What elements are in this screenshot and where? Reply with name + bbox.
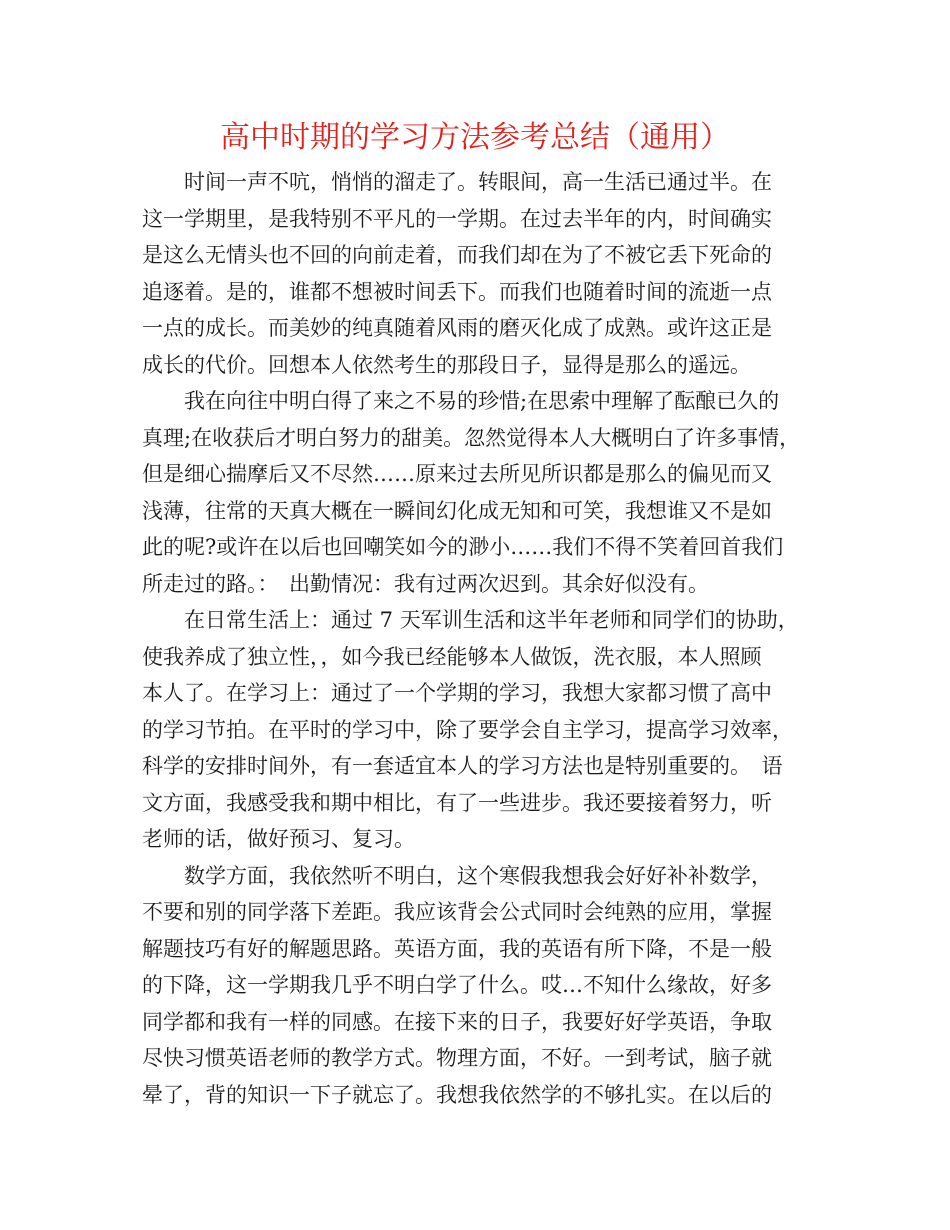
paragraph-4: [142, 858, 812, 1114]
text-line: 科学的安排时间外，有一套适宜本人的学习方法也是特别重要的。 语: [142, 754, 783, 778]
text-line: 的下降，这一学期我几乎不明白学了什么。哎…不知什么缘故，好多: [142, 973, 772, 997]
text-line: 本人了。在学习上：通过了一个学期的学习，我想大家都习惯了高中: [142, 681, 772, 705]
text-line: 尽快习惯英语老师的教学方式。物理方面，不好。一到考试，脑子就: [142, 1046, 772, 1070]
text-line: 是这么无情头也不回的向前走着，而我们却在为了不被它丢下死命的: [142, 243, 772, 267]
text-line: 数学方面，我依然听不明白，这个寒假我想我会好好补补数学，: [142, 863, 772, 888]
text-line: 成长的代价。回想本人依然考生的那段日子，显得是那么的遥远。: [142, 352, 751, 377]
text-line: 浅薄，往常的天真大概在一瞬间幻化成无知和可笑，我想谁又不是如: [142, 498, 772, 523]
text-line: 晕了，背的知识一下子就忘了。我想我依然学的不够扎实。在以后的: [142, 1082, 772, 1107]
text-line: 的学习节拍。在平时的学习中，除了要学会自主学习，提高学习效率，: [142, 717, 793, 742]
text-line: 所走过的路。： 出勤情况：我有过两次迟到。其余好似没有。: [142, 571, 709, 596]
text-line: 解题技巧有好的解题思路。英语方面，我的英语有所下降，不是一般: [142, 936, 772, 961]
document-title: 高中时期的学习方法参考总结（通用）: [220, 120, 730, 155]
text-line: 老师的话，做好预习、复习。: [142, 827, 415, 851]
text-line: 一点的成长。而美妙的纯真随着风雨的磨灭化成了成熟。或许这正是: [142, 316, 772, 340]
text-line: 此的呢?或许在以后也回嘲笑如今的渺小……我们不得不笑着回首我们: [142, 535, 784, 559]
text-line: 真理;在收获后才明白努力的甜美。忽然觉得本人大概明白了许多事情，: [142, 425, 801, 450]
paragraph-2: [142, 383, 812, 602]
text-line: 在日常生活上：通过 7 天军训生活和这半年老师和同学们的协助，: [142, 608, 799, 632]
document-body: [142, 164, 812, 1113]
text-line: 追逐着。是的，谁都不想被时间丢下。而我们也随着时间的流逝一点: [142, 279, 772, 304]
text-line: 但是细心揣摩后又不尽然……原来过去所见所识都是那么的偏见而又: [142, 462, 772, 486]
text-line: 时间一声不吭，悄悄的溜走了。转眼间，高一生活已通过半。在: [142, 170, 772, 194]
text-line: 这一学期里，是我特别不平凡的一学期。在过去半年的内，时间确实: [142, 206, 772, 231]
text-line: 同学都和我有一样的同感。在接下来的日子，我要好好学英语，争取: [142, 1009, 772, 1034]
paragraph-1: [142, 164, 812, 383]
paragraph-3: [142, 602, 812, 858]
text-line: 不要和别的同学落下差距。我应该背会公式同时会纯熟的应用，掌握: [142, 900, 772, 924]
text-line: 文方面，我感受我和期中相比，有了一些进步。我还要接着努力，听: [142, 790, 772, 815]
text-line: 我在向往中明白得了来之不易的珍惜;在思索中理解了酝酿已久的: [142, 389, 780, 413]
text-line: 使我养成了独立性，，如今我已经能够本人做饭，洗衣服，本人照顾: [142, 644, 762, 669]
